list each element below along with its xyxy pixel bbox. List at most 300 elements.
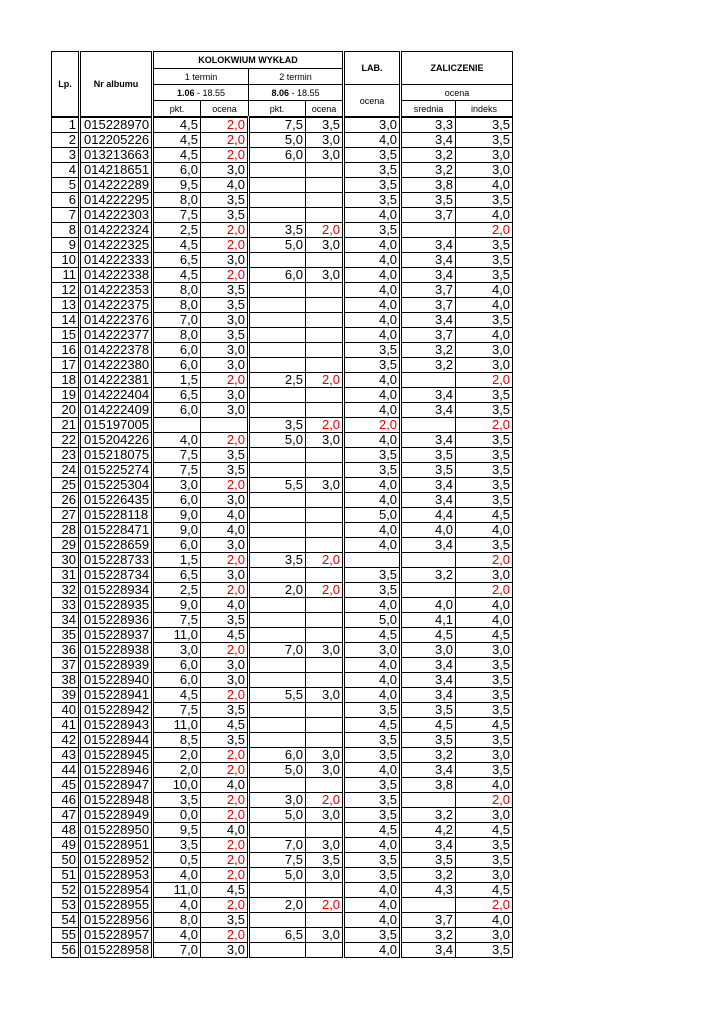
cell-srednia: 3,4 [401, 493, 456, 508]
cell-pkt2 [249, 403, 306, 418]
cell-pkt2 [249, 463, 306, 478]
cell-lab: 4,0 [344, 208, 401, 223]
cell-pkt2: 2,5 [249, 373, 306, 388]
table-row [52, 418, 513, 433]
cell-ocena2: 3,0 [306, 748, 344, 763]
cell-pkt1: 6,0 [153, 358, 201, 373]
cell-srednia: 4,5 [401, 628, 456, 643]
cell-lab: 3,5 [344, 808, 401, 823]
cell-album: 015228948 [80, 793, 153, 808]
cell-album: 015228734 [80, 568, 153, 583]
cell-album: 015228953 [80, 868, 153, 883]
cell-indeks: 3,0 [456, 748, 513, 763]
cell-indeks: 2,0 [456, 373, 513, 388]
cell-album: 015228952 [80, 853, 153, 868]
table-row [52, 478, 513, 493]
cell-ocena1: 4,0 [201, 778, 249, 793]
cell-lab: 4,0 [344, 388, 401, 403]
cell-ocena2: 3,0 [306, 478, 344, 493]
table-row [52, 313, 513, 328]
cell-srednia: 3,4 [401, 313, 456, 328]
cell-pkt2: 5,0 [249, 133, 306, 148]
cell-ocena1: 4,0 [201, 523, 249, 538]
cell-ocena1: 3,5 [201, 328, 249, 343]
cell-indeks: 3,5 [456, 238, 513, 253]
table-row [52, 658, 513, 673]
cell-album: 015228954 [80, 883, 153, 898]
cell-lp: 42 [52, 733, 80, 748]
cell-lab: 4,0 [344, 913, 401, 928]
cell-ocena1: 2,0 [201, 553, 249, 568]
cell-ocena2 [306, 493, 344, 508]
cell-srednia: 3,5 [401, 463, 456, 478]
cell-ocena2: 2,0 [306, 898, 344, 913]
cell-pkt1: 4,5 [153, 117, 201, 133]
cell-indeks: 4,0 [456, 523, 513, 538]
cell-ocena1: 2,0 [201, 793, 249, 808]
cell-album: 014222380 [80, 358, 153, 373]
cell-srednia: 3,4 [401, 838, 456, 853]
table-row [52, 718, 513, 733]
cell-ocena1: 3,5 [201, 463, 249, 478]
cell-lab: 3,5 [344, 148, 401, 163]
cell-ocena1: 3,5 [201, 298, 249, 313]
table-row [52, 778, 513, 793]
cell-ocena2: 3,0 [306, 133, 344, 148]
cell-ocena1: 4,0 [201, 178, 249, 193]
cell-lab: 4,0 [344, 493, 401, 508]
cell-lab: 4,0 [344, 688, 401, 703]
cell-ocena1: 4,0 [201, 823, 249, 838]
cell-album: 015228733 [80, 553, 153, 568]
cell-lp: 44 [52, 763, 80, 778]
cell-lab: 4,0 [344, 433, 401, 448]
cell-lp: 6 [52, 193, 80, 208]
table-row [52, 133, 513, 148]
cell-pkt2 [249, 298, 306, 313]
cell-srednia: 3,2 [401, 868, 456, 883]
table-row [52, 208, 513, 223]
table-row [52, 463, 513, 478]
cell-lab: 4,0 [344, 253, 401, 268]
termin1-date-rest: - 18.55 [194, 87, 226, 98]
cell-lab: 4,5 [344, 718, 401, 733]
table-row [52, 838, 513, 853]
cell-srednia [401, 583, 456, 598]
table-row [52, 448, 513, 463]
cell-pkt1: 3,0 [153, 478, 201, 493]
cell-lp: 49 [52, 838, 80, 853]
cell-lab: 2,0 [344, 418, 401, 433]
cell-indeks: 4,0 [456, 208, 513, 223]
cell-indeks: 2,0 [456, 223, 513, 238]
cell-pkt2 [249, 178, 306, 193]
cell-album: 014222303 [80, 208, 153, 223]
cell-album: 015228943 [80, 718, 153, 733]
table-body [52, 117, 513, 958]
cell-lab: 3,5 [344, 358, 401, 373]
cell-lab: 4,0 [344, 898, 401, 913]
cell-lab: 4,0 [344, 478, 401, 493]
cell-album: 015228955 [80, 898, 153, 913]
cell-indeks: 3,5 [456, 403, 513, 418]
cell-lab: 3,5 [344, 793, 401, 808]
cell-album: 014222376 [80, 313, 153, 328]
cell-album: 014222409 [80, 403, 153, 418]
cell-indeks: 2,0 [456, 583, 513, 598]
table-row [52, 673, 513, 688]
cell-lab: 3,5 [344, 193, 401, 208]
cell-lp: 55 [52, 928, 80, 943]
cell-indeks: 3,0 [456, 808, 513, 823]
cell-ocena2 [306, 523, 344, 538]
cell-indeks: 3,5 [456, 253, 513, 268]
cell-ocena1 [201, 418, 249, 433]
cell-indeks: 4,5 [456, 823, 513, 838]
cell-pkt1: 0,0 [153, 808, 201, 823]
cell-srednia: 3,7 [401, 283, 456, 298]
cell-ocena2 [306, 178, 344, 193]
cell-album: 015228942 [80, 703, 153, 718]
cell-lab: 4,0 [344, 268, 401, 283]
table-row [52, 268, 513, 283]
cell-lab: 3,5 [344, 778, 401, 793]
cell-album: 015228946 [80, 763, 153, 778]
cell-album: 015228936 [80, 613, 153, 628]
cell-indeks: 3,0 [456, 148, 513, 163]
cell-ocena1: 3,0 [201, 658, 249, 673]
cell-lp: 14 [52, 313, 80, 328]
cell-srednia: 3,7 [401, 328, 456, 343]
cell-album: 014218651 [80, 163, 153, 178]
table-row [52, 253, 513, 268]
cell-srednia: 4,0 [401, 598, 456, 613]
cell-lp: 41 [52, 718, 80, 733]
table-row [52, 793, 513, 808]
cell-srednia [401, 793, 456, 808]
termin2-header: 2 termin [249, 69, 344, 85]
cell-pkt2: 5,5 [249, 688, 306, 703]
cell-ocena1: 3,5 [201, 283, 249, 298]
cell-lp: 21 [52, 418, 80, 433]
cell-album: 014222377 [80, 328, 153, 343]
cell-ocena2 [306, 448, 344, 463]
cell-ocena1: 3,0 [201, 403, 249, 418]
cell-srednia: 3,4 [401, 658, 456, 673]
col-album-header: Nr albumu [80, 52, 153, 118]
cell-lp: 29 [52, 538, 80, 553]
cell-lab: 3,0 [344, 117, 401, 133]
cell-ocena1: 2,0 [201, 238, 249, 253]
cell-pkt1: 9,0 [153, 508, 201, 523]
cell-srednia: 3,4 [401, 268, 456, 283]
cell-lp: 7 [52, 208, 80, 223]
cell-pkt2: 5,0 [249, 763, 306, 778]
cell-srednia: 3,2 [401, 808, 456, 823]
cell-pkt2: 3,0 [249, 793, 306, 808]
cell-ocena2: 3,0 [306, 268, 344, 283]
cell-srednia: 3,7 [401, 913, 456, 928]
cell-lp: 52 [52, 883, 80, 898]
cell-album: 014222378 [80, 343, 153, 358]
cell-lp: 46 [52, 793, 80, 808]
table-row [52, 223, 513, 238]
cell-ocena1: 3,5 [201, 703, 249, 718]
cell-pkt2: 3,5 [249, 223, 306, 238]
table-row [52, 538, 513, 553]
cell-srednia [401, 223, 456, 238]
cell-pkt1: 7,5 [153, 208, 201, 223]
cell-lp: 17 [52, 358, 80, 373]
cell-srednia: 3,4 [401, 943, 456, 958]
table-row [52, 613, 513, 628]
cell-ocena1: 3,0 [201, 568, 249, 583]
indeks-header: indeks [456, 101, 513, 118]
cell-indeks: 3,5 [456, 838, 513, 853]
cell-srednia: 3,7 [401, 208, 456, 223]
table-row [52, 808, 513, 823]
cell-ocena1: 2,0 [201, 117, 249, 133]
cell-lab: 3,5 [344, 748, 401, 763]
cell-ocena2 [306, 628, 344, 643]
cell-lp: 47 [52, 808, 80, 823]
cell-ocena2 [306, 913, 344, 928]
table-row [52, 403, 513, 418]
cell-pkt2: 3,5 [249, 553, 306, 568]
cell-indeks: 2,0 [456, 898, 513, 913]
cell-srednia: 3,4 [401, 238, 456, 253]
cell-lp: 40 [52, 703, 80, 718]
cell-lab: 4,0 [344, 523, 401, 538]
cell-srednia: 3,2 [401, 343, 456, 358]
zal-ocena-header: ocena [401, 85, 513, 101]
cell-indeks: 3,5 [456, 478, 513, 493]
cell-pkt2 [249, 208, 306, 223]
cell-album: 015228956 [80, 913, 153, 928]
cell-album: 014222295 [80, 193, 153, 208]
cell-ocena2: 2,0 [306, 553, 344, 568]
table-row [52, 883, 513, 898]
cell-ocena2 [306, 358, 344, 373]
cell-indeks: 3,5 [456, 193, 513, 208]
cell-pkt1: 8,0 [153, 328, 201, 343]
cell-lp: 54 [52, 913, 80, 928]
cell-indeks: 3,0 [456, 643, 513, 658]
cell-lp: 36 [52, 643, 80, 658]
cell-lab: 4,5 [344, 628, 401, 643]
kolokwium-header: KOLOKWIUM WYKŁAD [153, 52, 344, 69]
cell-album: 015228941 [80, 688, 153, 703]
cell-lab [344, 553, 401, 568]
ocena1-header: ocena [201, 101, 249, 118]
cell-ocena2 [306, 193, 344, 208]
cell-pkt2 [249, 253, 306, 268]
cell-srednia: 3,3 [401, 117, 456, 133]
cell-pkt2: 6,5 [249, 928, 306, 943]
table-row [52, 583, 513, 598]
cell-lab: 4,0 [344, 943, 401, 958]
cell-lp: 28 [52, 523, 80, 538]
cell-lab: 3,5 [344, 703, 401, 718]
cell-album: 014222353 [80, 283, 153, 298]
cell-pkt1: 6,0 [153, 658, 201, 673]
cell-srednia: 3,4 [401, 478, 456, 493]
cell-pkt2 [249, 283, 306, 298]
cell-pkt1: 4,5 [153, 238, 201, 253]
cell-lab: 3,5 [344, 448, 401, 463]
cell-pkt2 [249, 613, 306, 628]
cell-ocena1: 3,5 [201, 208, 249, 223]
cell-srednia: 3,5 [401, 448, 456, 463]
cell-lab: 5,0 [344, 613, 401, 628]
table-row [52, 523, 513, 538]
cell-album: 014222325 [80, 238, 153, 253]
cell-lp: 35 [52, 628, 80, 643]
cell-ocena1: 2,0 [201, 763, 249, 778]
cell-pkt2 [249, 448, 306, 463]
cell-pkt2: 6,0 [249, 268, 306, 283]
cell-lp: 31 [52, 568, 80, 583]
cell-ocena1: 2,0 [201, 688, 249, 703]
cell-pkt1: 4,0 [153, 868, 201, 883]
table-row [52, 433, 513, 448]
cell-lab: 4,0 [344, 763, 401, 778]
cell-indeks: 4,0 [456, 328, 513, 343]
cell-pkt2 [249, 328, 306, 343]
cell-indeks: 2,0 [456, 418, 513, 433]
cell-pkt1: 6,0 [153, 538, 201, 553]
cell-indeks: 4,5 [456, 883, 513, 898]
cell-album: 014222333 [80, 253, 153, 268]
cell-pkt2: 5,0 [249, 808, 306, 823]
cell-album: 015228659 [80, 538, 153, 553]
table-row [52, 343, 513, 358]
cell-lp: 2 [52, 133, 80, 148]
table-row [52, 628, 513, 643]
cell-album: 015228940 [80, 673, 153, 688]
cell-srednia: 3,2 [401, 748, 456, 763]
cell-pkt1: 6,0 [153, 343, 201, 358]
cell-lab: 4,0 [344, 283, 401, 298]
cell-lab: 3,5 [344, 343, 401, 358]
cell-ocena1: 2,0 [201, 643, 249, 658]
cell-srednia: 3,7 [401, 298, 456, 313]
cell-ocena2: 3,0 [306, 928, 344, 943]
table-row [52, 733, 513, 748]
cell-pkt1: 9,0 [153, 598, 201, 613]
table-row [52, 748, 513, 763]
cell-album: 013213663 [80, 148, 153, 163]
cell-ocena1: 3,0 [201, 313, 249, 328]
cell-lab: 3,5 [344, 568, 401, 583]
cell-album: 014222324 [80, 223, 153, 238]
cell-indeks: 3,5 [456, 688, 513, 703]
cell-lp: 56 [52, 943, 80, 958]
cell-ocena2: 2,0 [306, 418, 344, 433]
cell-album: 015228970 [80, 117, 153, 133]
cell-lab: 4,0 [344, 673, 401, 688]
cell-srednia: 3,2 [401, 148, 456, 163]
cell-pkt2: 5,5 [249, 478, 306, 493]
cell-ocena1: 2,0 [201, 748, 249, 763]
cell-pkt2: 5,0 [249, 868, 306, 883]
cell-indeks: 3,5 [456, 117, 513, 133]
table-row [52, 493, 513, 508]
cell-lp: 15 [52, 328, 80, 343]
table-row [52, 328, 513, 343]
cell-pkt2: 5,0 [249, 238, 306, 253]
cell-lp: 19 [52, 388, 80, 403]
cell-ocena2 [306, 673, 344, 688]
cell-srednia [401, 898, 456, 913]
cell-lp: 27 [52, 508, 80, 523]
cell-ocena2: 3,0 [306, 808, 344, 823]
table-header [52, 52, 513, 118]
cell-indeks: 3,0 [456, 868, 513, 883]
termin1-date [153, 85, 249, 101]
cell-lp: 20 [52, 403, 80, 418]
cell-lab: 3,5 [344, 583, 401, 598]
cell-pkt1: 6,0 [153, 403, 201, 418]
cell-srednia [401, 373, 456, 388]
cell-lab: 4,0 [344, 538, 401, 553]
cell-ocena2 [306, 613, 344, 628]
cell-ocena2 [306, 313, 344, 328]
cell-album: 015228939 [80, 658, 153, 673]
cell-pkt1: 7,0 [153, 943, 201, 958]
pkt2-header: pkt. [249, 101, 306, 118]
cell-pkt2 [249, 538, 306, 553]
cell-ocena1: 2,0 [201, 808, 249, 823]
cell-indeks: 3,5 [456, 268, 513, 283]
cell-srednia: 4,4 [401, 508, 456, 523]
cell-ocena2: 3,0 [306, 838, 344, 853]
cell-ocena2 [306, 253, 344, 268]
cell-pkt2 [249, 913, 306, 928]
cell-ocena2 [306, 403, 344, 418]
cell-pkt2 [249, 313, 306, 328]
cell-srednia: 3,4 [401, 433, 456, 448]
cell-ocena2 [306, 823, 344, 838]
cell-ocena1: 2,0 [201, 433, 249, 448]
cell-album: 015228944 [80, 733, 153, 748]
cell-album: 014222289 [80, 178, 153, 193]
cell-indeks: 3,5 [456, 733, 513, 748]
cell-album: 015225304 [80, 478, 153, 493]
cell-ocena2: 3,5 [306, 853, 344, 868]
cell-lab: 4,0 [344, 313, 401, 328]
cell-ocena1: 3,0 [201, 388, 249, 403]
cell-ocena2 [306, 943, 344, 958]
cell-pkt2: 7,0 [249, 838, 306, 853]
cell-pkt2 [249, 943, 306, 958]
cell-lp: 5 [52, 178, 80, 193]
zaliczenie-header: ZALICZENIE [401, 52, 513, 85]
cell-ocena1: 3,0 [201, 493, 249, 508]
cell-lab: 3,5 [344, 463, 401, 478]
cell-pkt1: 0,5 [153, 853, 201, 868]
cell-pkt1: 4,5 [153, 688, 201, 703]
cell-pkt1: 9,5 [153, 823, 201, 838]
table-row [52, 868, 513, 883]
cell-album: 015204226 [80, 433, 153, 448]
cell-lab: 5,0 [344, 508, 401, 523]
cell-pkt2 [249, 883, 306, 898]
cell-ocena1: 4,0 [201, 598, 249, 613]
cell-pkt2 [249, 628, 306, 643]
cell-ocena2 [306, 508, 344, 523]
cell-pkt2 [249, 358, 306, 373]
